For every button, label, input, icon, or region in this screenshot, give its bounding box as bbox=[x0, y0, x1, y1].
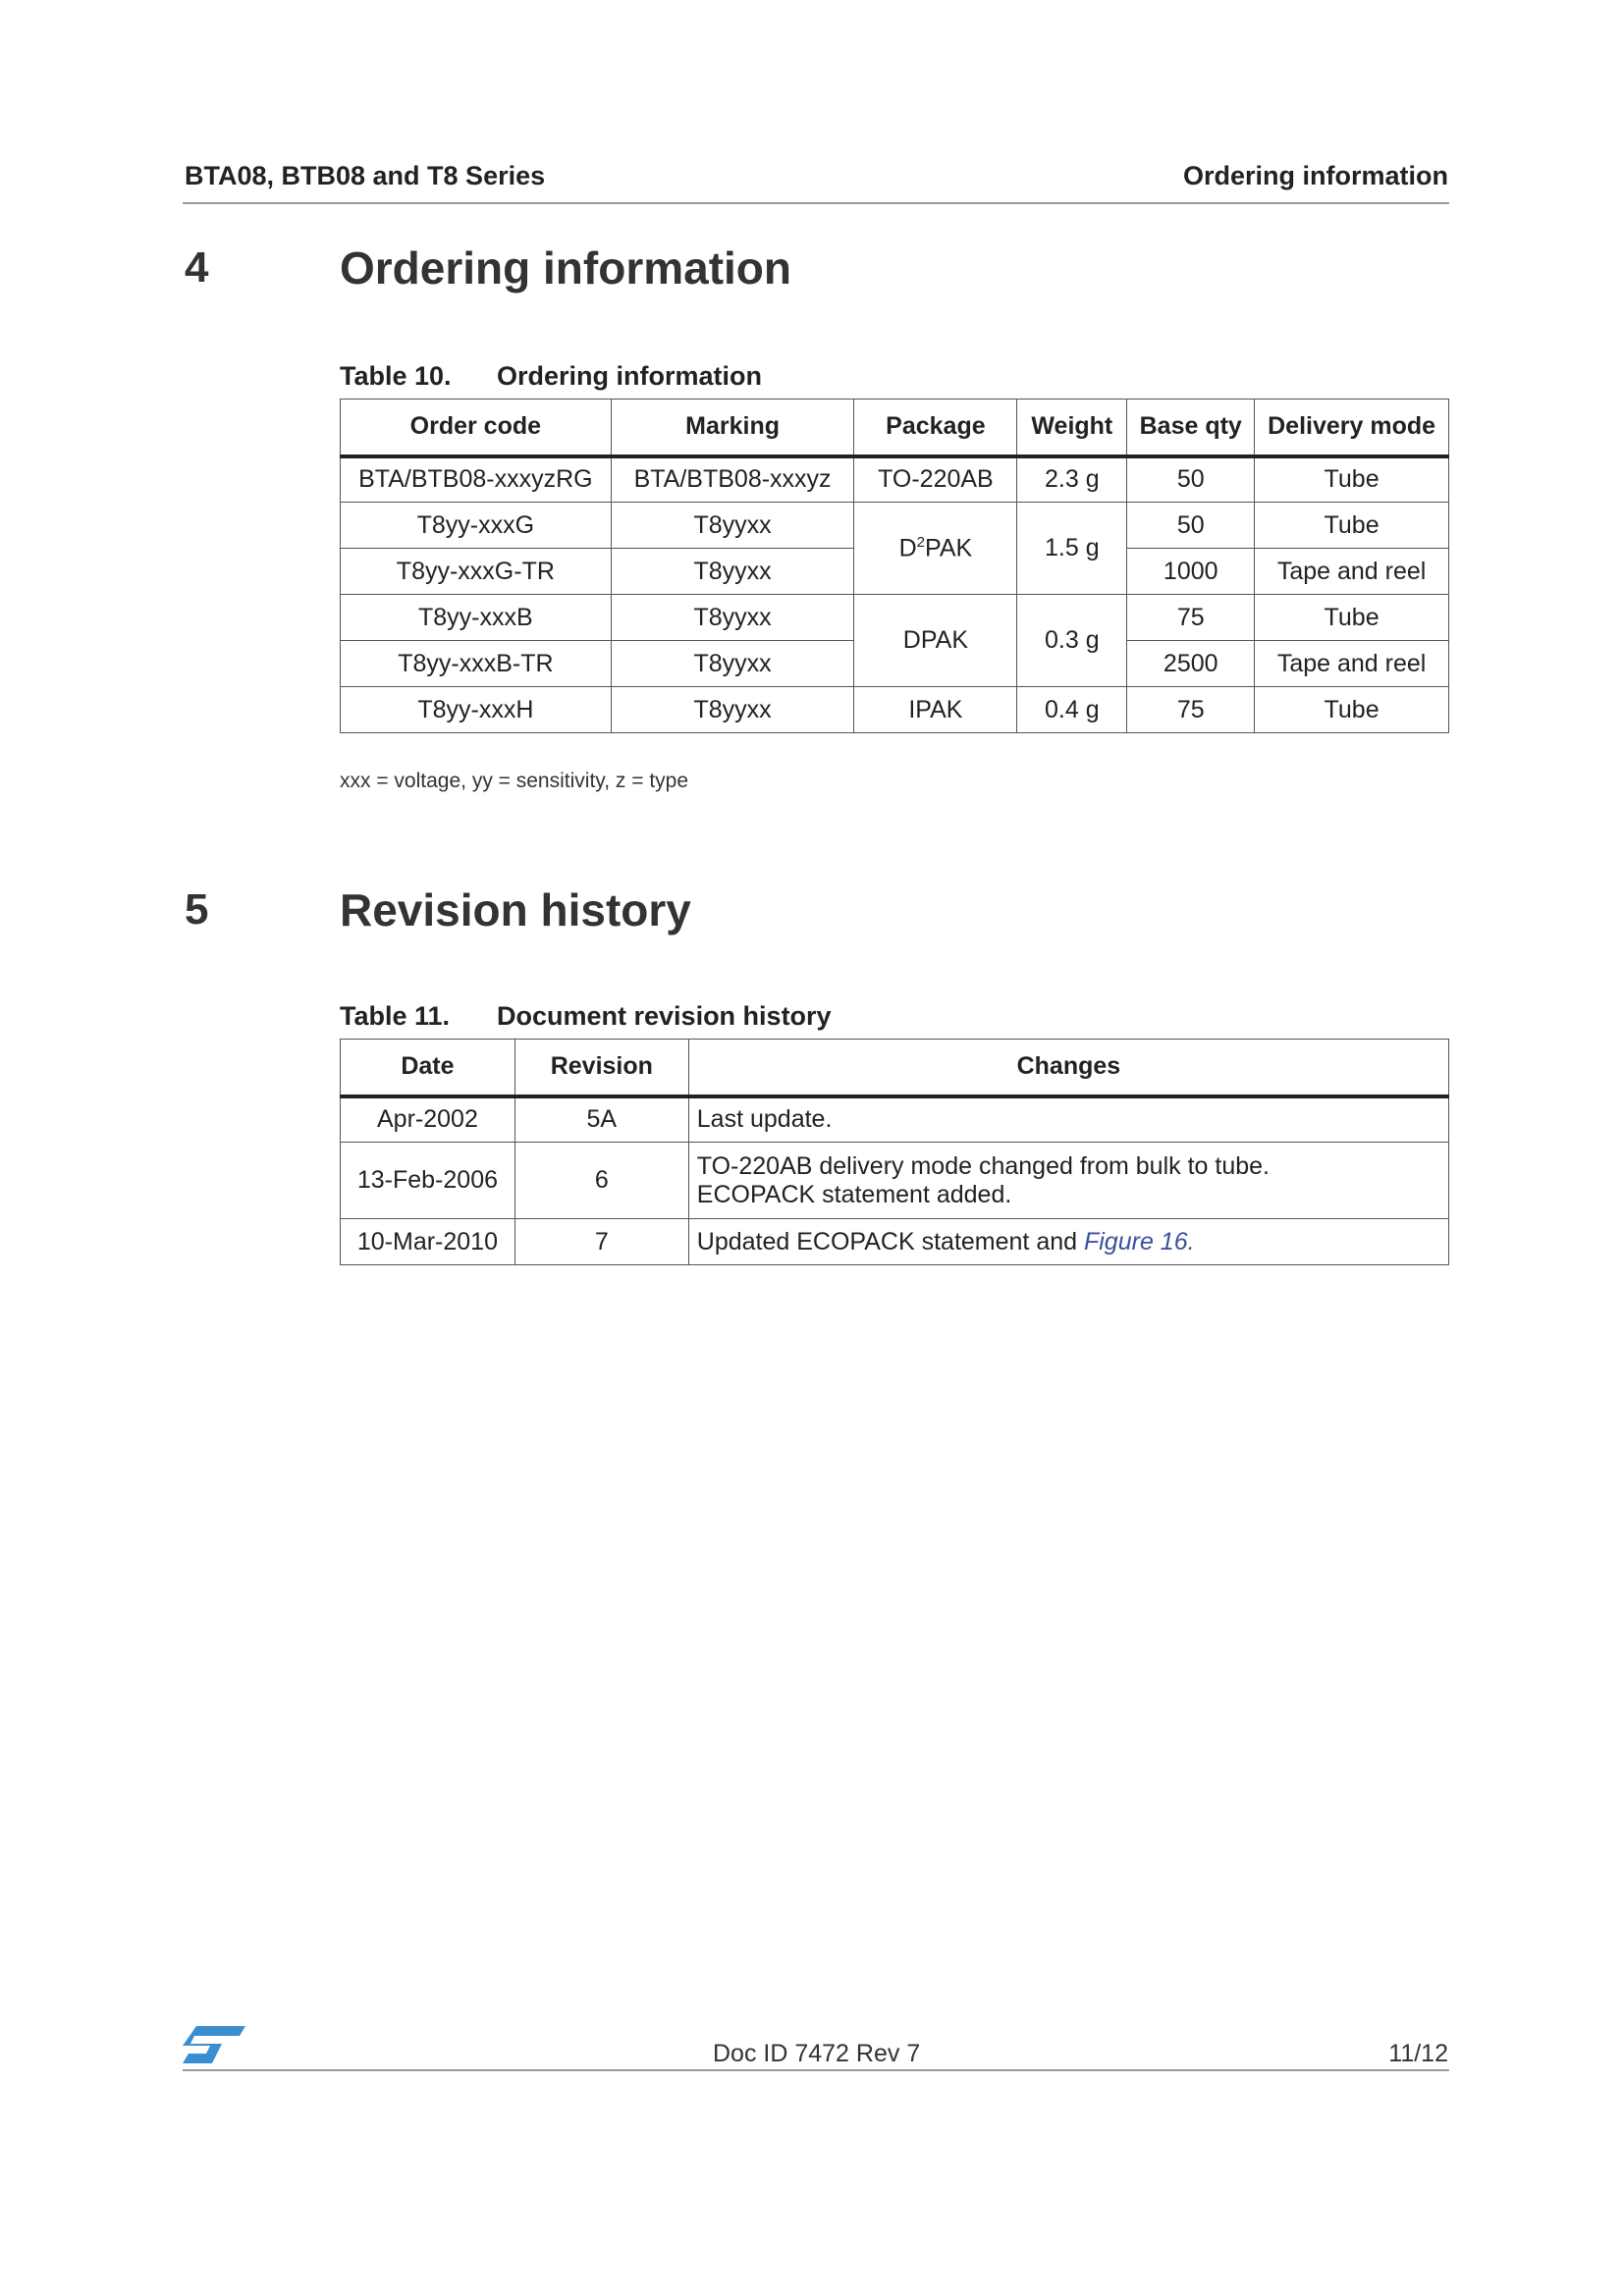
col-marking: Marking bbox=[611, 400, 854, 456]
cell-base-qty: 50 bbox=[1127, 503, 1255, 549]
cell-weight: 1.5 g bbox=[1017, 503, 1127, 595]
col-revision: Revision bbox=[514, 1040, 688, 1096]
table-row bbox=[341, 687, 1449, 733]
table-row bbox=[341, 503, 1449, 549]
cell-date: Apr-2002 bbox=[341, 1096, 515, 1143]
cell-delivery: Tube bbox=[1255, 595, 1449, 641]
ordering-table bbox=[340, 399, 1449, 733]
col-package: Package bbox=[854, 400, 1017, 456]
cell-date: 10-Mar-2010 bbox=[341, 1219, 515, 1265]
footer-doc-id: Doc ID 7472 Rev 7 bbox=[713, 2040, 921, 2067]
cell-marking: T8yyxx bbox=[611, 687, 854, 733]
cell-delivery: Tube bbox=[1255, 456, 1449, 503]
cell-changes bbox=[688, 1219, 1448, 1265]
cell-base-qty: 1000 bbox=[1127, 549, 1255, 595]
table-row bbox=[341, 1096, 1449, 1143]
header-section-title: Ordering information bbox=[1183, 161, 1448, 190]
cell-package: IPAK bbox=[854, 687, 1017, 733]
section-title: Ordering information bbox=[340, 242, 791, 294]
table-label: Table 10. bbox=[340, 361, 452, 391]
cell-base-qty: 75 bbox=[1127, 687, 1255, 733]
cell-order-code: T8yy-xxxB bbox=[341, 595, 612, 641]
table-row bbox=[341, 456, 1449, 503]
cell-date: 13-Feb-2006 bbox=[341, 1143, 515, 1219]
cell-delivery: Tape and reel bbox=[1255, 641, 1449, 687]
col-weight: Weight bbox=[1017, 400, 1127, 456]
cell-package: TO-220AB bbox=[854, 456, 1017, 503]
table-title: Ordering information bbox=[497, 361, 762, 391]
cell-changes: Last update. bbox=[688, 1096, 1448, 1143]
col-delivery-mode: Delivery mode bbox=[1255, 400, 1449, 456]
cell-order-code: T8yy-xxxG bbox=[341, 503, 612, 549]
section-number: 4 bbox=[185, 243, 209, 292]
cell-base-qty: 2500 bbox=[1127, 641, 1255, 687]
col-date: Date bbox=[341, 1040, 515, 1096]
changes-period: . bbox=[1187, 1227, 1195, 1255]
package-superscript: 2 bbox=[916, 533, 926, 551]
col-changes: Changes bbox=[688, 1040, 1448, 1096]
cell-package bbox=[854, 503, 1017, 595]
cell-order-code: T8yy-xxxB-TR bbox=[341, 641, 612, 687]
cell-order-code: BTA/BTB08-xxxyzRG bbox=[341, 456, 612, 503]
table-row bbox=[341, 1143, 1449, 1219]
table-row bbox=[341, 1219, 1449, 1265]
cell-revision: 7 bbox=[514, 1219, 688, 1265]
figure-16-link[interactable]: Figure 16 bbox=[1083, 1227, 1188, 1255]
st-logo bbox=[183, 2024, 247, 2065]
changes-line: TO-220AB delivery mode changed from bulk to tube. bbox=[696, 1151, 1270, 1180]
section-title: Revision history bbox=[340, 884, 691, 935]
changes-text: Updated ECOPACK statement and bbox=[696, 1227, 1084, 1255]
package-d: D bbox=[898, 534, 917, 562]
footer-rule bbox=[183, 2069, 1449, 2071]
cell-weight: 0.3 g bbox=[1017, 595, 1127, 687]
package-pak: PAK bbox=[925, 534, 973, 562]
section-number: 5 bbox=[185, 885, 209, 934]
cell-weight: 2.3 g bbox=[1017, 456, 1127, 503]
cell-marking: T8yyxx bbox=[611, 595, 854, 641]
cell-base-qty: 50 bbox=[1127, 456, 1255, 503]
table-note: xxx = voltage, yy = sensitivity, z = type bbox=[340, 770, 689, 792]
changes-line: ECOPACK statement added. bbox=[696, 1180, 1012, 1208]
st-logo-icon bbox=[183, 2024, 247, 2065]
table-row bbox=[341, 595, 1449, 641]
cell-revision: 5A bbox=[514, 1096, 688, 1143]
cell-weight: 0.4 g bbox=[1017, 687, 1127, 733]
cell-marking: T8yyxx bbox=[611, 503, 854, 549]
cell-marking: BTA/BTB08-xxxyz bbox=[611, 456, 854, 503]
cell-revision: 6 bbox=[514, 1143, 688, 1219]
cell-changes bbox=[688, 1143, 1448, 1219]
revision-table bbox=[340, 1039, 1449, 1265]
table-label: Table 11. bbox=[340, 1001, 451, 1031]
cell-base-qty: 75 bbox=[1127, 595, 1255, 641]
cell-delivery: Tube bbox=[1255, 687, 1449, 733]
footer-page-number: 11/12 bbox=[1388, 2040, 1448, 2067]
col-base-qty: Base qty bbox=[1127, 400, 1255, 456]
cell-marking: T8yyxx bbox=[611, 549, 854, 595]
header-doc-title: BTA08, BTB08 and T8 Series bbox=[185, 161, 546, 190]
cell-marking: T8yyxx bbox=[611, 641, 854, 687]
table-title: Document revision history bbox=[497, 1001, 832, 1031]
header-rule bbox=[183, 202, 1449, 204]
col-order-code: Order code bbox=[341, 400, 612, 456]
cell-order-code: T8yy-xxxH bbox=[341, 687, 612, 733]
cell-order-code: T8yy-xxxG-TR bbox=[341, 549, 612, 595]
cell-delivery: Tube bbox=[1255, 503, 1449, 549]
cell-package: DPAK bbox=[854, 595, 1017, 687]
cell-delivery: Tape and reel bbox=[1255, 549, 1449, 595]
